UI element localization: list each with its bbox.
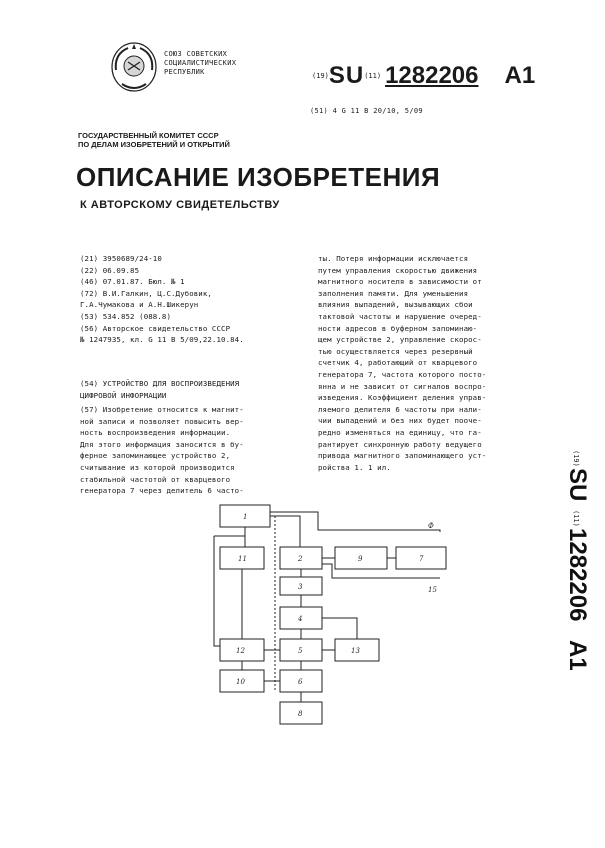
biblio-line: (56) Авторское свидетельство СССР [80,323,231,333]
label-block-1: 1 [243,513,248,521]
abstract-line: Для этого информация заносится в бу- [80,439,244,449]
output-label-f: Ф [428,522,434,530]
biblio-line: № 1247935, кл. G 11 B 5/09,22.10.84. [80,335,244,345]
label-block-12: 12 [236,647,245,655]
biblio-line: (53) 534.852 (088.8) [80,311,171,321]
abstract-line: стабильной частотой от кварцевого [80,474,231,484]
abstract-line: ность воспроизведения информации. [80,428,231,438]
output-label-15: 15 [428,586,437,594]
union-line-3: РЕСПУБЛИК [164,68,205,76]
patent-kind: A1 [504,62,536,89]
abstract-line: ности адресов в буферном запоминаю- [318,323,478,333]
label-block-9: 9 [358,555,363,563]
link-4-13 [322,618,357,639]
abstract-line: ляемого делителя 6 частоты при нали- [318,404,482,414]
abstract-line: считывание из которой производится [80,462,235,472]
bibliographic-data [80,253,305,346]
biblio-line: Г.А.Чумакова и А.Н.Шикерун [80,300,199,310]
committee-name [78,131,328,149]
label-block-2: 2 [298,555,303,563]
patent-id-line [312,62,572,92]
union-line-2: СОЦИАЛИСТИЧЕСКИХ [164,59,237,67]
side-number-prefix: (11) [572,510,580,527]
abstract-line: магнитного носителя в зависимости от [318,277,482,287]
title-line: (54) УСТРОЙСТВО ДЛЯ ВОСПРОИЗВЕДЕНИЯ [80,379,240,388]
abstract-line: (57) Изобретение относится к магнит- [80,405,244,414]
side-patent-label [546,450,591,671]
link-out-15 [322,564,440,578]
label-block-3: 3 [298,583,303,591]
abstract-line: влияния выпадений, вызывающих сбои [318,300,473,310]
abstract-line: ферное запоминающее устройство 2, [80,451,231,461]
invention-title [80,378,305,401]
ipc-classification: (51) 4 G 11 B 20/10, 5/09 [310,107,423,115]
title-line: ЦИФРОВОЙ ИНФОРМАЦИИ [80,390,167,400]
abstract-line: тью осуществляется через резервный [318,346,473,356]
side-kind: A1 [564,640,591,671]
country-code: SU [328,62,365,89]
biblio-line: (72) В.И.Галкин, Ц.С.Дубовик, [80,288,212,298]
country-code-prefix: (19) [312,72,329,80]
abstract-line: генератора 7 через делитель 6 часто- [80,486,244,496]
abstract-line: счетчик 4, работающий от кварцевого [318,358,478,368]
abstract-line: ройства 1. 1 ил. [318,462,391,472]
abstract-line: редно изменяться на единицу, что га- [318,427,482,437]
committee-line-1: ГОСУДАРСТВЕННЫЙ КОМИТЕТ СССР [78,131,219,140]
abstract-line: путем управления скоростью движения [318,265,478,275]
biblio-line: (22) 06.09.85 [80,265,140,275]
abstract-right-column [318,253,543,473]
abstract-line: изведения. Коэффициент деления управ- [318,393,487,403]
side-code-prefix: (19) [572,450,580,467]
label-block-13: 13 [351,647,360,655]
label-block-11: 11 [238,555,247,563]
union-line-1: СОЮЗ СОВЕТСКИХ [164,50,228,58]
number-prefix: (11) [364,72,382,80]
label-block-6: 6 [298,678,303,686]
committee-line-2: ПО ДЕЛАМ ИЗОБРЕТЕНИЙ И ОТКРЫТИЙ [78,140,230,149]
union-name [164,50,284,77]
document-title: ОПИСАНИЕ ИЗОБРЕТЕНИЯ [76,162,441,192]
link-1-out [270,512,440,532]
label-block-4: 4 [298,615,303,623]
ussr-emblem [108,40,160,94]
abstract-line: щем устройстве 2, управление скорос- [318,335,482,345]
label-block-8: 8 [298,710,303,718]
abstract-line: янна и не зависит от сигналов воспро- [318,381,487,391]
document-subtitle: К АВТОРСКОМУ СВИДЕТЕЛЬСТВУ [80,199,280,211]
biblio-line: (46) 07.01.87. Бюл. № 1 [80,277,185,287]
abstract-line: заполнения памяти. Для уменьшения [318,288,469,298]
abstract-left-column [80,404,305,497]
label-block-10: 10 [236,678,245,686]
abstract-line: привода магнитного запоминающего уст- [318,451,487,461]
block-diagram [200,500,450,730]
label-block-5: 5 [298,647,303,655]
abstract-line: ты. Потеря информации исключается [318,254,469,263]
label-block-7: 7 [419,555,424,563]
biblio-line: (21) 3950689/24-10 [80,254,162,263]
abstract-line: чии выпадений и без них будет пооче- [318,416,482,426]
abstract-line: ной записи и позволяет повысить вер- [80,416,244,426]
side-patent-number: 1282206 [564,528,591,622]
link-feedback-left [214,536,220,646]
abstract-line: рантирует синхронную работу ведущего [318,439,482,449]
side-country: SU [564,468,591,502]
abstract-line: генератора 7, частота которого посто- [318,369,487,379]
patent-number: 1282206 [385,62,479,89]
abstract-line: тактовой частоты и нарушение очеред- [318,311,482,321]
